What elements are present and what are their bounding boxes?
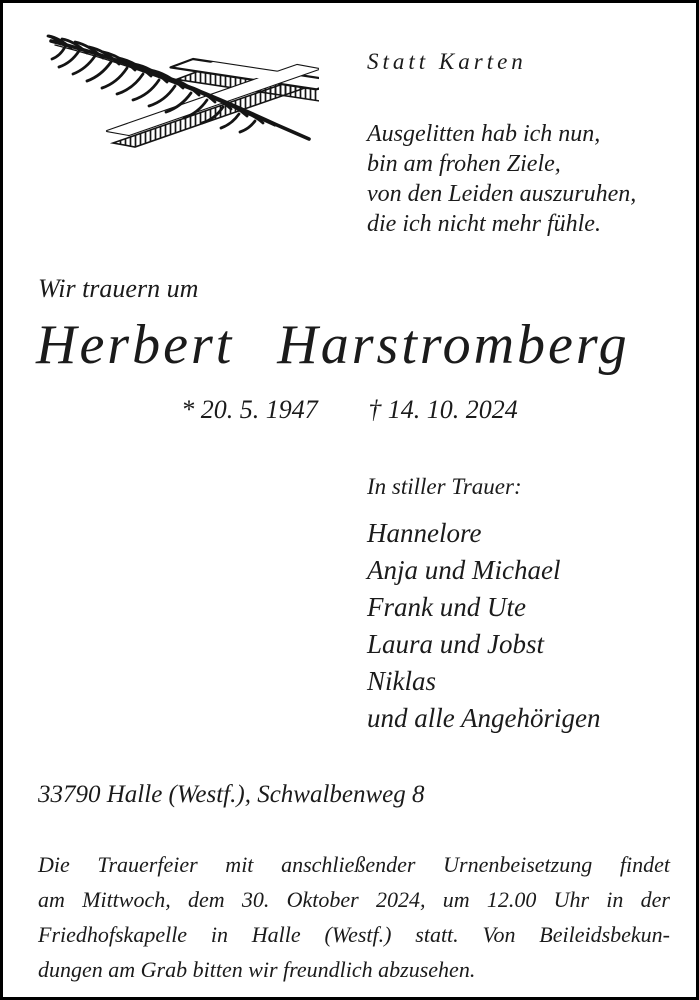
mourner-line: und alle Angehörigen — [367, 703, 601, 733]
header-note: Statt Karten — [367, 49, 527, 74]
mourner-line: Frank und Ute — [367, 592, 526, 622]
birth-date: * 20. 5. 1947 — [181, 395, 318, 424]
funeral-info-line: Die Trauerfeier mit anschließender Urnenbeisetzung findet — [38, 852, 670, 877]
intro-line: Wir trauern um — [38, 274, 199, 303]
mourner-line: Niklas — [367, 666, 437, 696]
verse-line: die ich nicht mehr fühle. — [367, 211, 601, 237]
verse-line: von den Leiden auszuruhen, — [367, 181, 637, 207]
mourner-line: Laura und Jobst — [367, 629, 545, 659]
funeral-info-line: am Mittwoch, dem 30. Oktober 2024, um 12.00 Uhr in der — [38, 887, 670, 912]
deceased-name: Herbert Harstromberg — [36, 314, 630, 376]
funeral-info — [38, 847, 670, 987]
verse-line: Ausgelitten hab ich nun, — [367, 121, 601, 147]
verse-line: bin am frohen Ziele, — [367, 151, 561, 177]
death-date: † 14. 10. 2024 — [368, 395, 518, 424]
verse — [367, 119, 636, 239]
life-dates — [3, 395, 696, 425]
mourner-line: Anja und Michael — [367, 555, 561, 585]
funeral-info-line: dungen am Grab bitten wir freundlich abzusehen. — [38, 957, 476, 982]
address-line: 33790 Halle (Westf.), Schwalbenweg 8 — [38, 781, 425, 808]
memorial-artwork — [27, 13, 319, 151]
mourners-list — [367, 515, 600, 737]
palm-branch-and-cross-illustration — [27, 13, 319, 151]
funeral-info-line: Friedhofskapelle in Halle (Westf.) statt. Von Beileidsbekun- — [38, 922, 670, 947]
mourning-label: In stiller Trauer: — [367, 474, 522, 499]
mourner-line: Hannelore — [367, 518, 482, 548]
